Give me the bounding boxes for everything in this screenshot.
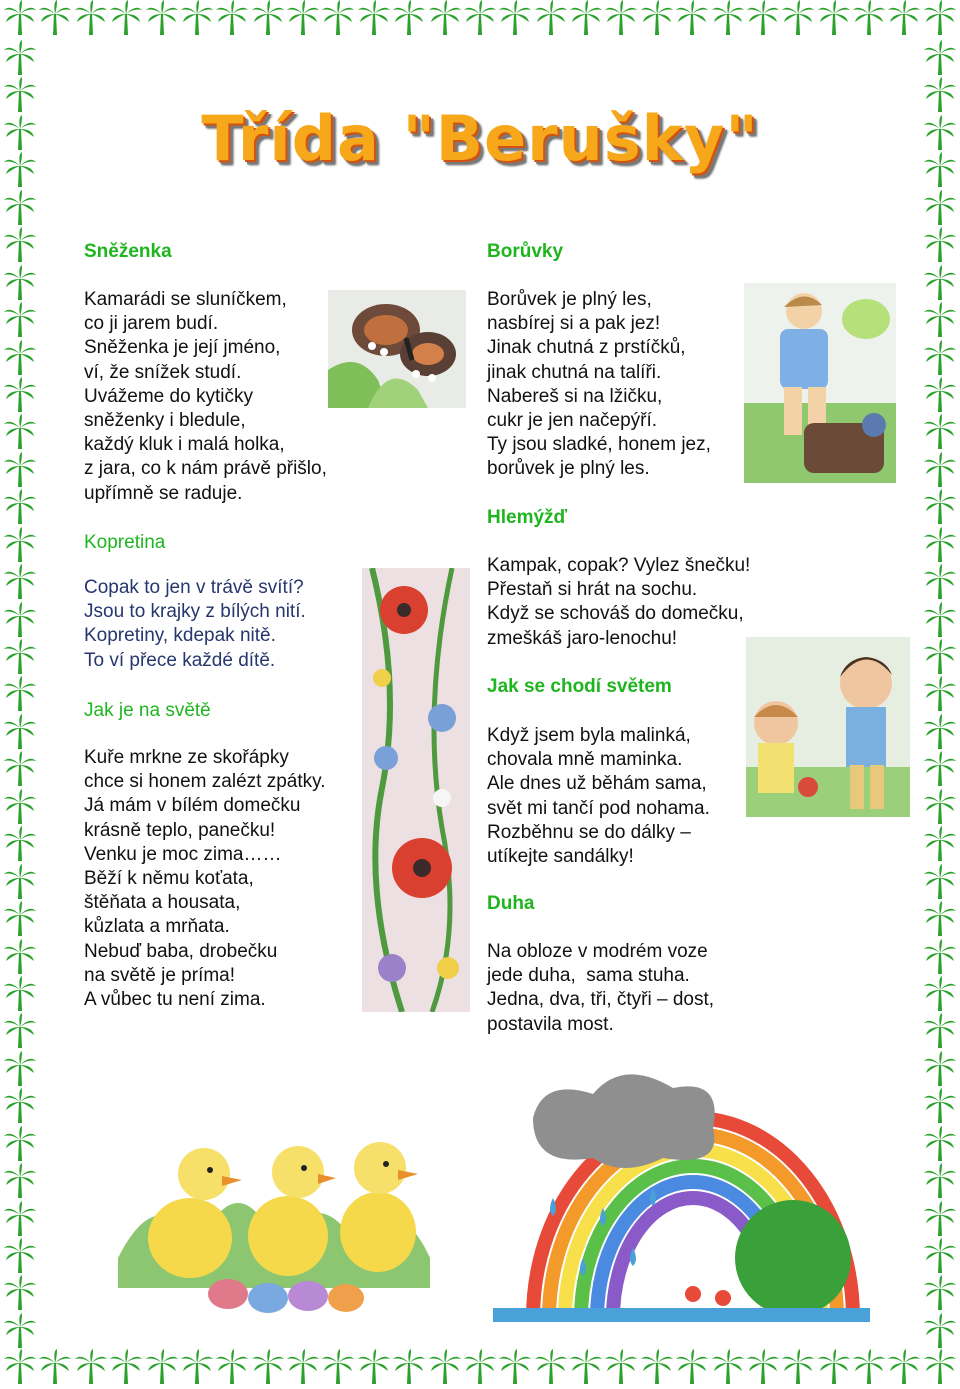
palm-tree-icon bbox=[4, 190, 36, 226]
palm-tree-icon bbox=[252, 0, 284, 40]
palm-tree-icon bbox=[924, 1275, 956, 1311]
border-right bbox=[920, 40, 960, 1349]
palm-tree-icon bbox=[924, 564, 956, 600]
palm-tree-icon bbox=[4, 377, 36, 413]
palm-tree-icon bbox=[4, 901, 36, 937]
rainbow-cloud-illustration bbox=[493, 1058, 870, 1338]
palm-tree-icon bbox=[4, 40, 36, 76]
palm-tree-icon bbox=[4, 1051, 36, 1087]
palm-tree-icon bbox=[39, 0, 71, 40]
poem-text-boruvky: Borůvek je plný les, nasbírej si a pak jez! Jinak chutná z prstíčků, jinak chutná na talíři. Nabereš si na lžičku, cukr je jen načepýří. Ty jsou sladké, honem jez, borůvek je plný les. bbox=[487, 289, 711, 480]
butterfly-illustration bbox=[328, 290, 466, 408]
palm-tree-icon bbox=[146, 1349, 178, 1389]
palm-tree-icon bbox=[535, 1349, 567, 1389]
palm-tree-icon bbox=[888, 0, 920, 40]
palm-tree-icon bbox=[924, 0, 956, 40]
palm-tree-icon bbox=[4, 1349, 36, 1389]
palm-tree-icon bbox=[4, 826, 36, 862]
palm-tree-icon bbox=[393, 1349, 425, 1389]
palm-tree-icon bbox=[924, 864, 956, 900]
palm-tree-icon bbox=[924, 826, 956, 862]
palm-tree-icon bbox=[75, 0, 107, 40]
poem-text-snezenka: Kamarádi se sluníčkem, co ji jarem budí. Sněženka je její jméno, ví, že snížek studí. Uvážeme do kytičky sněženky i bledule, každý kluk i malá holka, z jara, co k nám právě přišlo, upřímně se raduje. bbox=[84, 289, 327, 504]
palm-tree-icon bbox=[322, 0, 354, 40]
palm-tree-icon bbox=[605, 1349, 637, 1389]
palm-tree-icon bbox=[4, 639, 36, 675]
palm-tree-icon bbox=[641, 1349, 673, 1389]
poem-title-jak-je-na-svete: Jak je na světě bbox=[84, 700, 211, 721]
palm-tree-icon bbox=[4, 864, 36, 900]
palm-tree-icon bbox=[924, 1013, 956, 1049]
palm-tree-icon bbox=[924, 976, 956, 1012]
palm-tree-icon bbox=[4, 751, 36, 787]
palm-tree-icon bbox=[287, 1349, 319, 1389]
palm-tree-icon bbox=[216, 1349, 248, 1389]
children-illustration bbox=[746, 637, 910, 817]
palm-tree-icon bbox=[4, 1238, 36, 1274]
palm-tree-icon bbox=[924, 489, 956, 525]
palm-tree-icon bbox=[924, 639, 956, 675]
palm-tree-icon bbox=[924, 265, 956, 301]
poem-text-jak-se-chodi-svetem: Když jsem byla malinká, chovala mně maminka. Ale dnes už běhám sama, svět mi tančí pod nohama. Rozběhnu se do dálky – utíkejte sandálky! bbox=[487, 725, 710, 868]
poem-text-hlemyzd: Kampak, copak? Vylez šnečku! Přestaň si hrát na sochu. Když se schováš do domečku, zmeškáš jaro-lenochu! bbox=[487, 555, 751, 649]
palm-tree-icon bbox=[4, 527, 36, 563]
flower-pattern-illustration bbox=[362, 568, 470, 1012]
palm-tree-icon bbox=[287, 0, 319, 40]
border-left bbox=[0, 40, 40, 1349]
palm-tree-icon bbox=[924, 789, 956, 825]
poem-text-duha: Na obloze v modrém voze jede duha, sama stuha. Jedna, dva, tři, čtyři – dost, postavila most. bbox=[487, 941, 715, 1035]
palm-tree-icon bbox=[924, 340, 956, 376]
palm-tree-icon bbox=[110, 0, 142, 40]
palm-tree-icon bbox=[464, 0, 496, 40]
palm-tree-icon bbox=[4, 414, 36, 450]
palm-tree-icon bbox=[429, 1349, 461, 1389]
palm-tree-icon bbox=[4, 939, 36, 975]
palm-tree-icon bbox=[924, 676, 956, 712]
poem-title-hlemyzd: Hlemýžď bbox=[487, 507, 568, 528]
palm-tree-icon bbox=[924, 40, 956, 76]
palm-tree-icon bbox=[924, 1163, 956, 1199]
palm-tree-icon bbox=[782, 1349, 814, 1389]
palm-tree-icon bbox=[712, 0, 744, 40]
border-top bbox=[0, 0, 960, 40]
palm-tree-icon bbox=[924, 939, 956, 975]
palm-tree-icon bbox=[4, 976, 36, 1012]
palm-tree-icon bbox=[322, 1349, 354, 1389]
palm-tree-icon bbox=[570, 1349, 602, 1389]
palm-tree-icon bbox=[181, 0, 213, 40]
palm-tree-icon bbox=[4, 302, 36, 338]
palm-tree-icon bbox=[924, 602, 956, 638]
chicks-with-eggs-illustration bbox=[118, 1118, 430, 1318]
palm-tree-icon bbox=[4, 452, 36, 488]
boy-with-butterfly-illustration bbox=[744, 283, 896, 483]
palm-tree-icon bbox=[924, 414, 956, 450]
palm-tree-icon bbox=[924, 1313, 956, 1349]
palm-tree-icon bbox=[4, 0, 36, 40]
palm-tree-icon bbox=[358, 1349, 390, 1389]
poem-title-snezenka: Sněženka bbox=[84, 241, 172, 262]
poem-title-jak-se-chodi-svetem: Jak se chodí světem bbox=[487, 676, 672, 697]
palm-tree-icon bbox=[924, 527, 956, 563]
palm-tree-icon bbox=[4, 602, 36, 638]
palm-tree-icon bbox=[358, 0, 390, 40]
palm-tree-icon bbox=[39, 1349, 71, 1389]
palm-tree-icon bbox=[429, 0, 461, 40]
palm-tree-icon bbox=[4, 789, 36, 825]
palm-tree-icon bbox=[888, 1349, 920, 1389]
palm-tree-icon bbox=[818, 1349, 850, 1389]
palm-tree-icon bbox=[712, 1349, 744, 1389]
palm-tree-icon bbox=[393, 0, 425, 40]
palm-tree-icon bbox=[924, 302, 956, 338]
palm-tree-icon bbox=[570, 0, 602, 40]
poem-text-jak-je-na-svete: Kuře mrkne ze skořápky chce si honem zalézt zpátky. Já mám v bílém domečku krásně teplo, panečku! Venku je moc zima…… Běží k němu koťata, štěňata a housata, kůzlata a mrňata. Nebuď baba, drobečku na světě je príma! A vůbec tu není zima. bbox=[84, 747, 326, 1011]
palm-tree-icon bbox=[924, 714, 956, 750]
palm-tree-icon bbox=[4, 1088, 36, 1124]
palm-tree-icon bbox=[924, 377, 956, 413]
palm-tree-icon bbox=[924, 901, 956, 937]
palm-tree-icon bbox=[924, 1088, 956, 1124]
palm-tree-icon bbox=[924, 751, 956, 787]
poem-title-boruvky: Borůvky bbox=[487, 241, 564, 262]
palm-tree-icon bbox=[782, 0, 814, 40]
palm-tree-icon bbox=[605, 0, 637, 40]
palm-tree-icon bbox=[924, 452, 956, 488]
palm-tree-icon bbox=[499, 0, 531, 40]
border-bottom bbox=[0, 1349, 960, 1389]
palm-tree-icon bbox=[4, 1313, 36, 1349]
palm-tree-icon bbox=[818, 0, 850, 40]
palm-tree-icon bbox=[535, 0, 567, 40]
poem-title-kopretina: Kopretina bbox=[84, 532, 166, 553]
palm-tree-icon bbox=[747, 1349, 779, 1389]
palm-tree-icon bbox=[4, 676, 36, 712]
palm-tree-icon bbox=[676, 1349, 708, 1389]
palm-tree-icon bbox=[4, 1163, 36, 1199]
palm-tree-icon bbox=[146, 0, 178, 40]
palm-tree-icon bbox=[924, 1201, 956, 1237]
palm-tree-icon bbox=[4, 489, 36, 525]
palm-tree-icon bbox=[110, 1349, 142, 1389]
palm-tree-icon bbox=[464, 1349, 496, 1389]
palm-tree-icon bbox=[4, 1126, 36, 1162]
palm-tree-icon bbox=[641, 0, 673, 40]
poem-title-duha: Duha bbox=[487, 893, 535, 914]
palm-tree-icon bbox=[4, 1275, 36, 1311]
palm-tree-icon bbox=[676, 0, 708, 40]
palm-tree-icon bbox=[181, 1349, 213, 1389]
palm-tree-icon bbox=[924, 190, 956, 226]
palm-tree-icon bbox=[252, 1349, 284, 1389]
palm-tree-icon bbox=[4, 564, 36, 600]
page-title: Třída "Berušky" bbox=[201, 102, 759, 175]
palm-tree-icon bbox=[853, 0, 885, 40]
palm-tree-icon bbox=[924, 1126, 956, 1162]
palm-tree-icon bbox=[4, 265, 36, 301]
poem-text-kopretina: Copak to jen v trávě svítí? Jsou to krajky z bílých nití. Kopretiny, kdepak nitě. To ví přece každé dítě. bbox=[84, 577, 306, 671]
palm-tree-icon bbox=[853, 1349, 885, 1389]
palm-tree-icon bbox=[75, 1349, 107, 1389]
palm-tree-icon bbox=[499, 1349, 531, 1389]
palm-tree-icon bbox=[747, 0, 779, 40]
palm-tree-icon bbox=[4, 1201, 36, 1237]
palm-tree-icon bbox=[924, 227, 956, 263]
palm-tree-icon bbox=[4, 714, 36, 750]
palm-tree-icon bbox=[216, 0, 248, 40]
palm-tree-icon bbox=[4, 227, 36, 263]
palm-tree-icon bbox=[4, 1013, 36, 1049]
palm-tree-icon bbox=[924, 1051, 956, 1087]
palm-tree-icon bbox=[4, 340, 36, 376]
palm-tree-icon bbox=[924, 1238, 956, 1274]
palm-tree-icon bbox=[924, 1349, 956, 1389]
